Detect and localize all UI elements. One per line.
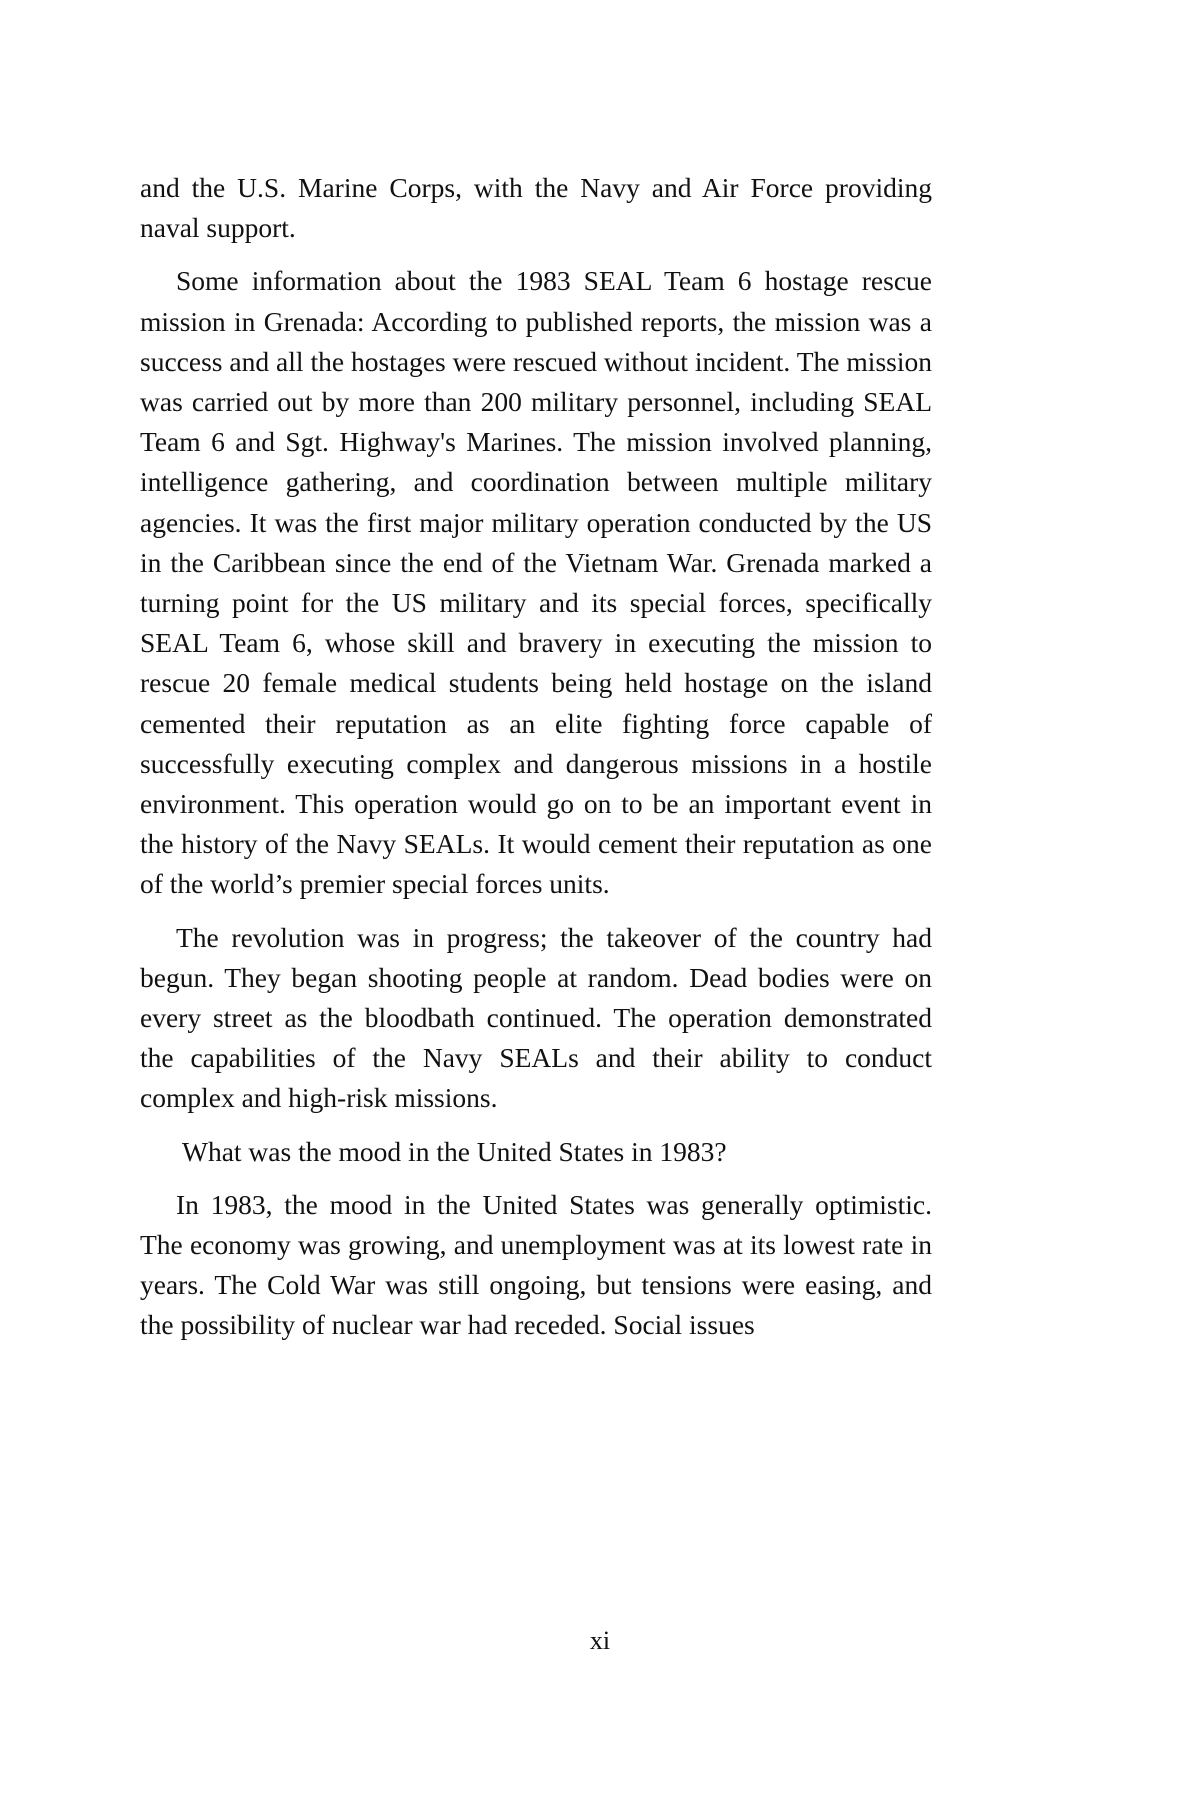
body-text-block bbox=[140, 168, 932, 1346]
paragraph-seal-team-6-mission: Some information about the 1983 SEAL Team 6 hostage rescue mission in Grenada: According to published reports, the mission was a success and all the hostages were rescued without incident. The mission was carried out by more than 200 military personnel, including SEAL Team 6 and Sgt. Highway's Marines. The mission involved planning, intelligence gathering, and coordination between multiple military agencies. It was the first major military operation conducted by the US in the Caribbean since the end of the Vietnam War. Grenada marked a turning point for the US military and its special forces, specifically SEAL Team 6, whose skill and bravery in executing the mission to rescue 20 female medical students being held hostage on the island cemented their reputation as an elite fighting force capable of successfully executing complex and dangerous missions in a hostile environment. This operation would go on to be an important event in the history of the Navy SEALs. It would cement their reputation as one of the world’s premier special forces units. bbox=[140, 265, 932, 900]
page-number: xi bbox=[589, 1626, 611, 1655]
paragraph-revolution: The revolution was in progress; the takeover of the country had begun. They began shooting people at random. Dead bodies were on every street as the bloodbath continued. The operation demonstrated the capabilities of the Navy SEALs and their ability to conduct complex and high-risk missions. bbox=[140, 921, 932, 1114]
paragraph-answer-mood-1983: In 1983, the mood in the United States was generally optimistic. The economy was growing, and unemployment was at its lowest rate in years. The Cold War was still ongoing, but tensions were easing, and the possibility of nuclear war had receded. Social issues bbox=[140, 1188, 932, 1341]
paragraph-question-mood-1983: What was the mood in the United States in 1983? bbox=[182, 1135, 727, 1167]
paragraph-continuation: and the U.S. Marine Corps, with the Navy and Air Force providing naval support. bbox=[140, 172, 932, 244]
